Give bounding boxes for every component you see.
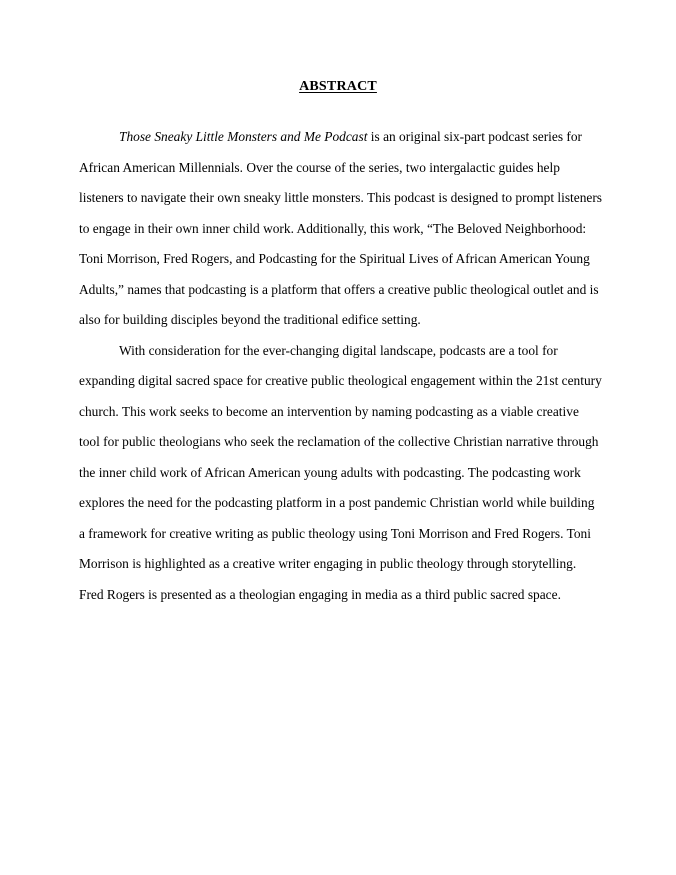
abstract-body: [79, 122, 602, 610]
podcast-title: Those Sneaky Little Monsters and Me Podcast: [119, 129, 368, 144]
abstract-paragraph-2: With consideration for the ever-changing digital landscape, podcasts are a tool for expanding digital sacred space for creative public theological engagement within the 21st century church. This work seeks to become an intervention by naming podcasting as a viable creative tool for public theologians who seek the reclamation of the collective Christian narrative through the inner child work of African American young adults with podcasting. The podcasting work explores the need for the podcasting platform in a post pandemic Christian world while building a framework for creative writing as public theology using Toni Morrison and Fred Rogers. Toni Morrison is highlighted as a creative writer engaging in public theology through storytelling. Fred Rogers is presented as a theologian engaging in media as a third public sacred space.: [79, 342, 602, 602]
abstract-heading: ABSTRACT: [299, 79, 377, 94]
paragraph-1-text: is an original six-part podcast series for African American Millennials. Over the course of the series, two intergalactic guides help listeners to navigate their own sneaky little monsters. This podcast is designed to prompt listeners to engage in their own inner child work. Additionally, this work, “The Beloved Neighborhood: Toni Morrison, Fred Rogers, and Podcasting for the Spiritual Lives of African American Young Adults,” names that podcasting is a platform that offers a creative public theological outlet and is also for building disciples beyond the traditional edifice setting.: [79, 129, 603, 327]
abstract-paragraph-1: [79, 122, 602, 336]
